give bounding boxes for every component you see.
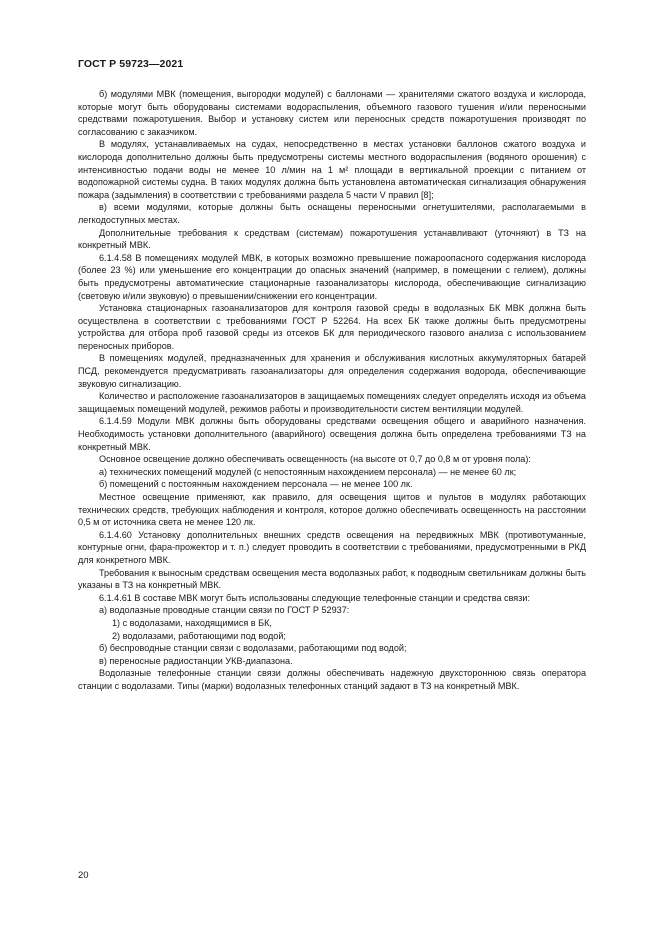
document-body	[78, 88, 586, 693]
body-paragraph: 6.1.4.60 Установку дополнительных внешних средств освещения на передвижных МВК (противотуманные, контурные огни, фара-прожектор и т. п.) следует проводить в соответствии с требованиями, предусмотренными в РКД для конкретного МВК.	[78, 529, 586, 565]
body-paragraph: Местное освещение применяют, как правило, для освещения щитов и пультов в модулях работающих технических средств, требующих наблюдения и контроля, которое должно обеспечивать освещенность на расстоянии 0,5 м от источника света не менее 120 лк.	[78, 492, 586, 528]
body-paragraph: Дополнительные требования к средствам (системам) пожаротушения устанавливают (уточняют) в ТЗ на конкретный МВК.	[78, 227, 586, 251]
body-paragraph: а) водолазные проводные станции связи по ГОСТ Р 52937:	[99, 605, 350, 616]
body-paragraph: Требования к выносным средствам освещения места водолазных работ, к подводным светильникам должны быть указаны в ТЗ на конкретный МВК.	[78, 567, 586, 591]
standard-header: ГОСТ Р 59723—2021	[78, 58, 184, 70]
body-paragraph: а) технических помещений модулей (с непостоянным нахождением персонала) — не менее 60 лк;	[99, 466, 517, 477]
body-paragraph: б) беспроводные станции связи с водолазами, работающими под водой;	[99, 643, 407, 654]
body-paragraph: Основное освещение должно обеспечивать освещенность (на высоте от 0,7 до 0,8 м от уровня пола):	[99, 454, 531, 465]
body-paragraph: Количество и расположение газоанализаторов в защищаемых помещениях следует определять исходя из объема защищаемых помещений модулей, режимов работы и производительности систем вентиляции модулей.	[78, 391, 586, 414]
body-paragraph: в) всеми модулями, которые должны быть оснащены переносными огнетушителями, располагаемыми в легкодоступных местах.	[78, 202, 586, 225]
body-paragraph: В помещениях модулей, предназначенных для хранения и обслуживания кислотных аккумуляторных батарей ПСД, рекомендуется предусматривать газоанализаторы для определения содержания водорода, обеспечивающие звуковую сигнализацию.	[78, 353, 586, 389]
body-paragraph: 1) с водолазами, находящимися в БК,	[112, 617, 272, 628]
body-paragraph: В модулях, устанавливаемых на судах, непосредственно в местах установки баллонов сжатого воздуха и кислорода дополнительно должны быть предусмотрены системы местного водораспыления (водяного орошения) с интенсивностью подачи воды не менее 10 л/мин на 1 м² площади в вертикальной проекции с питанием от водопожарной системы судна. В таких модулях должна быть установлена автоматическая сигнализация обнаружения пожара (задымления) в соответствии с требованиями раздела 5 части V правил [8];	[78, 139, 586, 200]
body-paragraph: 6.1.4.59 Модули МВК должны быть оборудованы средствами освещения общего и аварийного назначения. Необходимость установки дополнительного (аварийного) освещения должна быть определена требованиями ТЗ на конкретный МВК.	[78, 416, 586, 452]
body-paragraph: Водолазные телефонные станции связи должны обеспечивать надежную двухстороннюю связь оператора станции с водолазами. Типы (марки) водолазных телефонных станций задают в ТЗ на конкретный МВК.	[78, 668, 586, 691]
body-paragraph: 2) водолазами, работающими под водой;	[112, 630, 286, 641]
body-paragraph: в) переносные радиостанции УКВ-диапазона.	[99, 655, 293, 666]
body-paragraph: Установка стационарных газоанализаторов для контроля газовой среды в водолазных БК МВК должна быть осуществлена в соответствии с требованиями ГОСТ Р 52264. На всех БК также должны быть предусмотрены устройства для отбора проб газовой среды из отсеков БК для периодического газового анализа с использованием переносных приборов.	[78, 303, 586, 351]
page-number: 20	[78, 870, 89, 881]
body-paragraph: 6.1.4.61 В составе МВК могут быть использованы следующие телефонные станции и средства связи:	[99, 592, 530, 603]
body-paragraph: 6.1.4.58 В помещениях модулей МВК, в которых возможно превышение пожароопасного содержания кислорода (более 23 %) или уменьшение его концентрации до опасных значений (например, в помещении с гелием), должны быть предусмотрены автоматические стационарные газоанализаторы кислорода, обеспечивающие сигнализацию (световую и/или звуковую) о превышении/снижении его концентрации.	[78, 252, 586, 301]
body-paragraph: б) помещений с постоянным нахождением персонала — не менее 100 лк.	[99, 479, 413, 490]
body-paragraph: б) модулями МВК (помещения, выгородки модулей) с баллонами — хранителями сжатого воздуха и кислорода, которые могут быть оборудованы системами водораспыления, объемного газового тушения и/или переносными средствами пожаротушения. Выбор и установку систем или переносных средств пожаротушения производят по согласованию с заказчиком.	[78, 89, 586, 137]
